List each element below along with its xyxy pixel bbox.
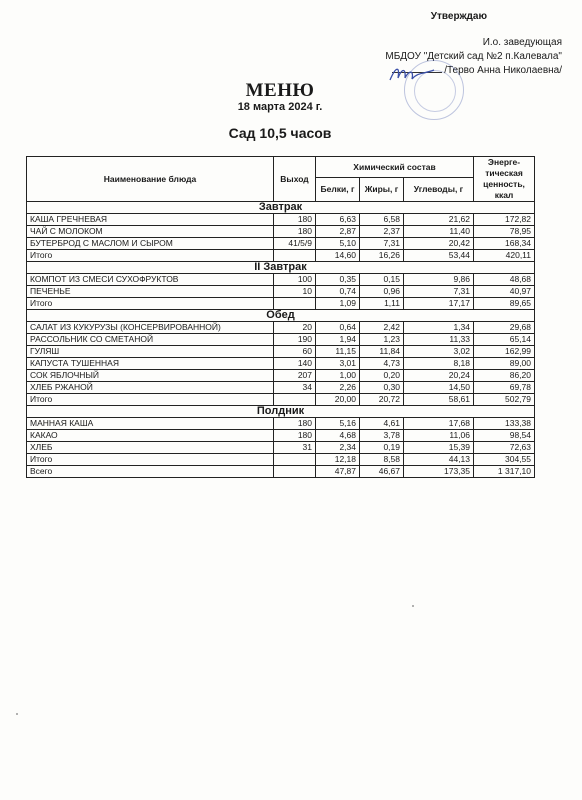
table-row (27, 346, 535, 358)
dish-energy: 162,99 (474, 346, 535, 358)
dish-proteins: 11,15 (316, 346, 360, 358)
table-row (27, 322, 535, 334)
table-row (27, 430, 535, 442)
dish-name: КАКАО (27, 430, 274, 442)
menu-date: 18 марта 2024 г. (237, 101, 323, 113)
dish-output: 20 (274, 322, 316, 334)
dish-energy: 65,14 (474, 334, 535, 346)
dish-proteins: 5,16 (316, 418, 360, 430)
col-header-output: Выход (274, 157, 316, 202)
table-row (27, 382, 535, 394)
approval-organization: МБДОУ "Детский сад №2 п.Калевала" (385, 51, 562, 62)
dish-fats: 11,84 (360, 346, 404, 358)
dish-proteins: 20,00 (316, 394, 360, 406)
dish-name: МАННАЯ КАША (27, 418, 274, 430)
dish-proteins: 2,87 (316, 226, 360, 238)
dish-name: ГУЛЯШ (27, 346, 274, 358)
dish-carbs: 11,33 (404, 334, 474, 346)
dish-name: ХЛЕБ РЖАНОЙ (27, 382, 274, 394)
dish-fats: 0,30 (360, 382, 404, 394)
section-header-row (27, 202, 535, 214)
dish-name: КАПУСТА ТУШЕННАЯ (27, 358, 274, 370)
dish-energy: 304,55 (474, 454, 535, 466)
dish-proteins: 5,10 (316, 238, 360, 250)
dish-fats: 46,67 (360, 466, 404, 478)
dish-carbs: 20,24 (404, 370, 474, 382)
table-row (27, 286, 535, 298)
section-header-row (27, 406, 535, 418)
section-header-row (27, 310, 535, 322)
dish-energy: 168,34 (474, 238, 535, 250)
scan-speck (16, 713, 18, 715)
table-row (27, 334, 535, 346)
dish-output: 180 (274, 226, 316, 238)
dish-carbs: 17,17 (404, 298, 474, 310)
dish-carbs: 8,18 (404, 358, 474, 370)
approval-header: Утверждаю (430, 11, 487, 22)
menu-table (26, 156, 535, 478)
dish-energy: 40,97 (474, 286, 535, 298)
table-row (27, 238, 535, 250)
dish-name: САЛАТ ИЗ КУКУРУЗЫ (КОНСЕРВИРОВАННОЙ) (27, 322, 274, 334)
total-row (27, 394, 535, 406)
dish-carbs: 14,50 (404, 382, 474, 394)
dish-output: 41/5/9 (274, 238, 316, 250)
dish-fats: 6,58 (360, 214, 404, 226)
dish-energy: 89,65 (474, 298, 535, 310)
total-row (27, 454, 535, 466)
col-header-proteins: Белки, г (316, 178, 360, 202)
dish-proteins: 4,68 (316, 430, 360, 442)
dish-proteins: 14,60 (316, 250, 360, 262)
dish-proteins: 1,94 (316, 334, 360, 346)
dish-output (274, 394, 316, 406)
dish-fats: 0,19 (360, 442, 404, 454)
dish-energy: 98,54 (474, 430, 535, 442)
col-header-energy: Энерге-тическая ценность, ккал (474, 157, 535, 202)
dish-proteins: 3,01 (316, 358, 360, 370)
dish-fats: 1,11 (360, 298, 404, 310)
dish-fats: 16,26 (360, 250, 404, 262)
dish-output: 180 (274, 418, 316, 430)
approval-position: И.о. заведующая (482, 37, 562, 48)
dish-energy: 89,00 (474, 358, 535, 370)
col-header-dish: Наименование блюда (27, 157, 274, 202)
dish-output: 180 (274, 214, 316, 226)
section-title: Завтрак (27, 202, 535, 214)
dish-proteins: 6,63 (316, 214, 360, 226)
dish-fats: 4,73 (360, 358, 404, 370)
dish-carbs: 9,86 (404, 274, 474, 286)
dish-energy: 48,68 (474, 274, 535, 286)
dish-output: 140 (274, 358, 316, 370)
table-row (27, 214, 535, 226)
table-row (27, 358, 535, 370)
dish-name: БУТЕРБРОД С МАСЛОМ И СЫРОМ (27, 238, 274, 250)
dish-energy: 1 317,10 (474, 466, 535, 478)
section-header-row (27, 262, 535, 274)
total-row (27, 250, 535, 262)
section-title: Полдник (27, 406, 535, 418)
dish-output (274, 454, 316, 466)
approval-name-text: /Терво Анна Николаевна/ (444, 65, 562, 76)
dish-name: Итого (27, 454, 274, 466)
dish-proteins: 12,18 (316, 454, 360, 466)
dish-output: 10 (274, 286, 316, 298)
dish-energy: 72,63 (474, 442, 535, 454)
dish-name: ХЛЕБ (27, 442, 274, 454)
dish-output: 100 (274, 274, 316, 286)
dish-output (274, 466, 316, 478)
dish-energy: 502,79 (474, 394, 535, 406)
dish-output (274, 250, 316, 262)
dish-carbs: 58,61 (404, 394, 474, 406)
table-row (27, 370, 535, 382)
dish-carbs: 21,62 (404, 214, 474, 226)
dish-energy: 172,82 (474, 214, 535, 226)
dish-proteins: 2,34 (316, 442, 360, 454)
col-header-fats: Жиры, г (360, 178, 404, 202)
table-row (27, 442, 535, 454)
dish-energy: 78,95 (474, 226, 535, 238)
dish-name: КОМПОТ ИЗ СМЕСИ СУХОФРУКТОВ (27, 274, 274, 286)
table-row (27, 418, 535, 430)
dish-name: РАССОЛЬНИК СО СМЕТАНОЙ (27, 334, 274, 346)
dish-carbs: 1,34 (404, 322, 474, 334)
table-row (27, 226, 535, 238)
total-row (27, 298, 535, 310)
menu-subtitle: Сад 10,5 часов (228, 125, 332, 141)
dish-energy: 69,78 (474, 382, 535, 394)
dish-fats: 0,20 (360, 370, 404, 382)
dish-fats: 20,72 (360, 394, 404, 406)
dish-energy: 133,38 (474, 418, 535, 430)
total-row (27, 466, 535, 478)
dish-carbs: 11,40 (404, 226, 474, 238)
dish-output: 180 (274, 430, 316, 442)
dish-energy: 29,68 (474, 322, 535, 334)
dish-fats: 3,78 (360, 430, 404, 442)
dish-proteins: 1,09 (316, 298, 360, 310)
dish-fats: 2,42 (360, 322, 404, 334)
dish-output (274, 298, 316, 310)
dish-name: СОК ЯБЛОЧНЫЙ (27, 370, 274, 382)
dish-carbs: 20,42 (404, 238, 474, 250)
dish-fats: 8,58 (360, 454, 404, 466)
table-header-row (27, 157, 535, 178)
dish-carbs: 44,13 (404, 454, 474, 466)
dish-name: Итого (27, 250, 274, 262)
dish-fats: 1,23 (360, 334, 404, 346)
menu-table-body (27, 202, 535, 478)
dish-energy: 86,20 (474, 370, 535, 382)
dish-fats: 0,96 (360, 286, 404, 298)
dish-name: ПЕЧЕНЬЕ (27, 286, 274, 298)
dish-carbs: 3,02 (404, 346, 474, 358)
dish-carbs: 7,31 (404, 286, 474, 298)
table-row (27, 274, 535, 286)
dish-output: 207 (274, 370, 316, 382)
dish-proteins: 0,64 (316, 322, 360, 334)
dish-proteins: 0,74 (316, 286, 360, 298)
section-title: Обед (27, 310, 535, 322)
dish-carbs: 53,44 (404, 250, 474, 262)
dish-proteins: 0,35 (316, 274, 360, 286)
dish-energy: 420,11 (474, 250, 535, 262)
dish-proteins: 1,00 (316, 370, 360, 382)
dish-fats: 4,61 (360, 418, 404, 430)
col-header-carbs: Углеводы, г (404, 178, 474, 202)
dish-name: ЧАЙ С МОЛОКОМ (27, 226, 274, 238)
dish-carbs: 11,06 (404, 430, 474, 442)
dish-carbs: 15,39 (404, 442, 474, 454)
dish-name: Итого (27, 394, 274, 406)
dish-proteins: 2,26 (316, 382, 360, 394)
dish-fats: 7,31 (360, 238, 404, 250)
dish-output: 60 (274, 346, 316, 358)
section-title: II Завтрак (27, 262, 535, 274)
dish-output: 190 (274, 334, 316, 346)
dish-name: Всего (27, 466, 274, 478)
col-header-chemical: Химический состав (316, 157, 474, 178)
page-title: МЕНЮ (245, 80, 315, 101)
dish-fats: 0,15 (360, 274, 404, 286)
dish-carbs: 17,68 (404, 418, 474, 430)
dish-output: 34 (274, 382, 316, 394)
scan-speck (412, 605, 414, 607)
dish-fats: 2,37 (360, 226, 404, 238)
dish-name: КАША ГРЕЧНЕВАЯ (27, 214, 274, 226)
dish-carbs: 173,35 (404, 466, 474, 478)
dish-output: 31 (274, 442, 316, 454)
dish-proteins: 47,87 (316, 466, 360, 478)
dish-name: Итого (27, 298, 274, 310)
